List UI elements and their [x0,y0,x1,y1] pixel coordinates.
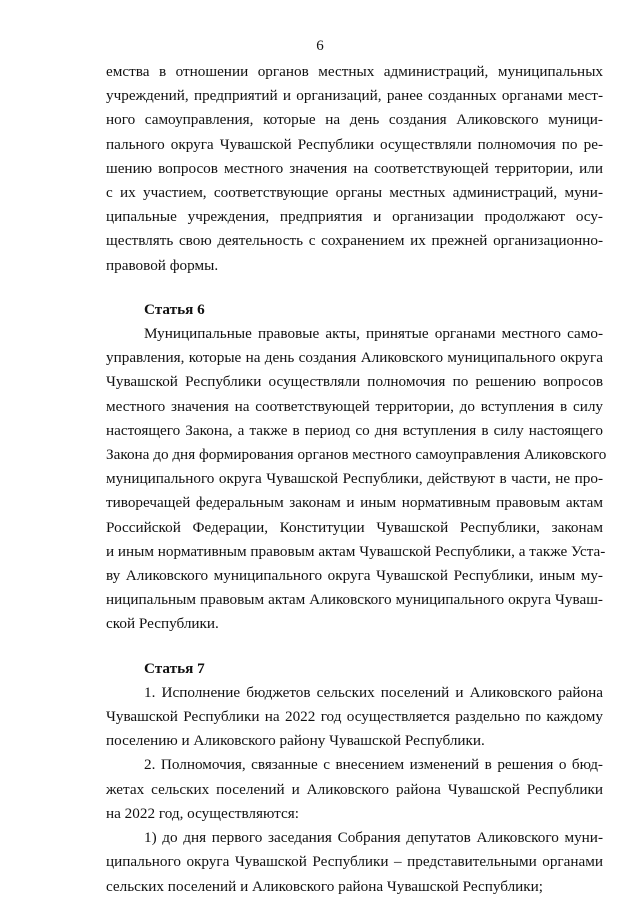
text-line: муниципального округа Чувашской Республики, действуют в части, не про- [106,470,603,488]
text-line: пального округа Чувашской Республики осуществляли полномочия по ре- [106,135,603,153]
article-6-text [106,322,607,637]
text-line: на 2022 год, осуществляются: [106,804,299,822]
text-line: 1. Исполнение бюджетов сельских поселений и Аликовского района [144,683,603,701]
text-line: шению вопросов местного значения на соответствующей территории, или [106,159,603,177]
text-line: учреждений, предприятий и организаций, ранее созданных органами мест- [106,87,603,105]
text-line: сельских поселений и Аликовского района Чувашской Республики; [106,877,544,895]
text-line: 1) до дня первого заседания Собрания депутатов Аликовского муни- [144,829,603,847]
text-line: местного значения на соответствующей территории, до вступления в силу [106,397,603,415]
text-line: емства в отношении органов местных администраций, муниципальных [106,63,603,80]
text-line: настоящего Закона, а также в период со дня вступления в силу настоящего [106,421,603,439]
text-line: Чувашской Республики на 2022 год осуществляется раздельно по каждому [106,708,603,726]
article-6-heading: Статья 6 [144,300,205,318]
text-line: поселению и Аликовского району Чувашской Республики. [106,732,485,750]
text-line: ниципальным правовым актам Аликовского муниципального округа Чуваш- [106,591,603,609]
text-line: тиворечащей федеральным законам и иным нормативным правовым актам [106,494,603,512]
document-body [106,60,607,899]
text-line: Чувашской Республики осуществляли полномочия по решению вопросов [106,373,603,391]
text-line: управления, которые на день создания Аликовского муниципального округа [106,349,603,367]
text-line: с их участием, соответствующие органы местных администраций, муни- [106,184,603,202]
page-number: 6 [316,38,324,54]
article-7-heading: Статья 7 [144,659,205,677]
text-line: ного самоуправления, которые на день создания Аликовского муници- [106,111,603,129]
text-line: ву Аликовского муниципального округа Чувашской Республики, иным му- [106,567,603,585]
text-line: и иным нормативным правовым актам Чувашской Республики, а также Уста- [106,542,606,560]
text-line: Российской Федерации, Конституции Чувашской Республики, законам [106,518,603,536]
text-line: Закона до дня формирования органов местного самоуправления Аликовского [106,446,607,464]
text-line: ципальные учреждения, предприятия и организации продолжают осу- [106,208,603,226]
article-7-item-1 [106,681,603,754]
text-line: 2. Полномочия, связанные с внесением изменений в решения о бюд- [144,756,603,774]
text-line: ципального округа Чувашской Республики – представительными органами [106,853,603,871]
text-line: жетах сельских поселений и Аликовского района Чувашской Республики [106,780,603,798]
text-line: ществлять свою деятельность с сохранением их прежней организационно- [106,232,603,250]
text-line: ской Республики. [106,615,219,633]
text-line: Муниципальные правовые акты, принятые органами местного само- [144,325,603,343]
article-7-item-2 [106,753,603,826]
text-line: правовой формы. [106,256,219,274]
article-7-subitem-1 [106,826,603,899]
paragraph-intro [106,60,603,278]
